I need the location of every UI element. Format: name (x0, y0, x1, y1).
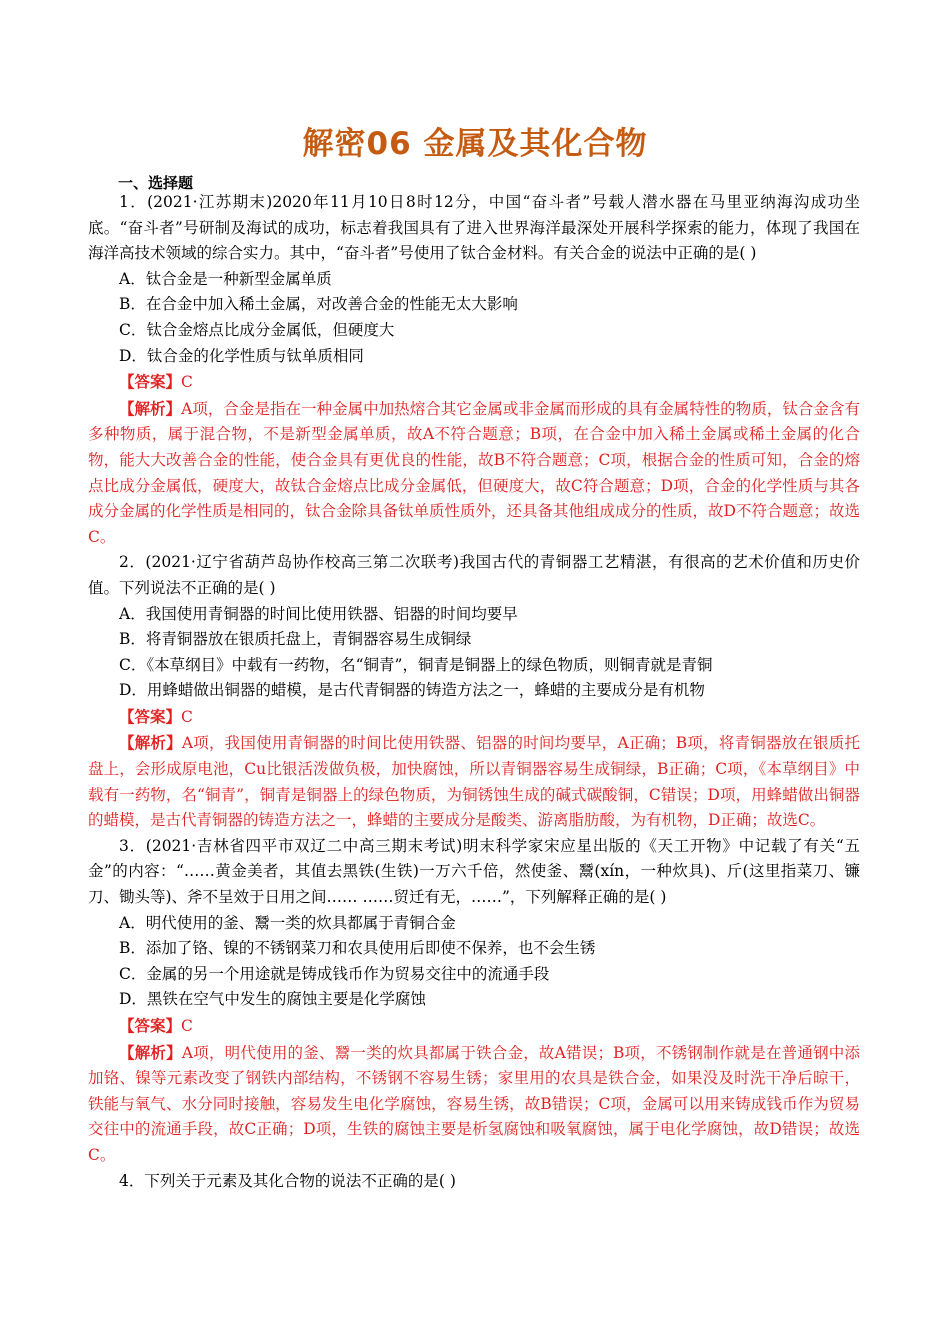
section-heading: 一、选择题 (118, 174, 194, 192)
explanation (88, 1040, 860, 1169)
option-a: A．钛合金是一种新型金属单质 (119, 269, 332, 288)
answer (88, 1013, 860, 1040)
answer (88, 704, 860, 731)
question-1 (88, 190, 860, 550)
question-4 (88, 1169, 860, 1195)
answer-value: C (181, 707, 193, 726)
explanation (88, 730, 860, 833)
answer (88, 369, 860, 396)
question-3 (88, 834, 860, 1169)
option-d: D．钛合金的化学性质与钛单质相同 (119, 346, 364, 365)
question-stem: 4．下列关于元素及其化合物的说法不正确的是( ) (119, 1171, 456, 1190)
explanation-tag: 【解析】 (119, 733, 182, 753)
option-b: B．在合金中加入稀土金属，对改善合金的性能无太大影响 (119, 295, 518, 314)
explanation (88, 396, 860, 551)
option-b: B．将青铜器放在银质托盘上，青铜器容易生成铜绿 (119, 630, 472, 649)
explanation-text: A项，我国使用青铜器的时间比使用铁器、铝器的时间均要早，A正确；B项，将青铜器放在银质托盘上，会形成原电池，Cu比银活泼做负极，加快腐蚀，所以青铜器容易生成铜绿，B正确；C项，《本草纲目》中载有一药物，名“铜青”，铜青是铜器上的绿色物质，为铜锈蚀生成的碱式碳酸铜，C错误；D项，用蜂蜡做出铜器的蜡模，是古代青铜器的铸造方法之一，蜂蜡的主要成分是酸类、游离脂肪酸，为有机物，D正确；故选C。 (88, 734, 860, 830)
option-a: A．明代使用的釜、鬵一类的炊具都属于青铜合金 (119, 913, 456, 932)
question-stem: 2．(2021·辽宁省葫芦岛协作校高三第二次联考)我国古代的青铜器工艺精湛，有很高的艺术价值和历史价值。下列说法不正确的是( ) (88, 553, 860, 597)
option-d: D．黑铁在空气中发生的腐蚀主要是化学腐蚀 (119, 990, 426, 1009)
answer-tag: 【答案】 (119, 1016, 182, 1035)
option-c: C．金属的另一个用途就是铸成钱币作为贸易交往中的流通手段 (119, 964, 550, 983)
answer-value: C (181, 373, 193, 392)
option-c: C．钛合金熔点比成分金属低，但硬度大 (119, 320, 395, 339)
option-a: A．我国使用青铜器的时间比使用铁器、铝器的时间均要早 (119, 604, 518, 623)
question-list (88, 190, 860, 1194)
option-c: C．《本草纲目》中载有一药物，名“铜青”，铜青是铜器上的绿色物质，则铜青就是青铜 (119, 655, 713, 674)
explanation-tag: 【解析】 (119, 1042, 182, 1062)
answer-tag: 【答案】 (119, 706, 182, 726)
explanation-text: A项，合金是指在一种金属中加热熔合其它金属或非金属而形成的具有金属特性的物质，钛合金含有多种物质，属于混合物，不是新型金属单质，故A不符合题意；B项，在合金中加入稀土金属或稀土金属的化合物，能大大改善合金的性能，使合金具有更优良的性能，故B不符合题意；C项，根据合金的性质可知，合金的熔点比成分金属低，硬度大，故钛合金熔点比成分金属低，但硬度大，故C符合题意；D项，合金的化学性质与其各成分金属的化学性质是相同的，钛合金除具备钛单质性质外，还具备其他组成成分的性质，故D不符合题意；故选C。 (88, 399, 860, 546)
answer-tag: 【答案】 (119, 372, 182, 392)
question-stem: 1．(2021·江苏期末)2020年11月10日8时12分，中国“奋斗者”号载人潜水器在马里亚纳海沟成功坐底。“奋斗者”号研制及海试的成功，标志着我国具有了进入世界海洋最深处开展科学探索的能力，体现了我国在海洋高技术领域的综合实力。其中，“奋斗者”号使用了钛合金材料。有关合金的说法中正确的是( ) (88, 193, 860, 263)
explanation-tag: 【解析】 (119, 398, 182, 418)
explanation-text: A项，明代使用的釜、鬵一类的炊具都属于铁合金，故A错误；B项，不锈钢制作就是在普通钢中添加铬、镍等元素改变了钢铁内部结构，不锈钢不容易生锈；家里用的农具是铁合金，如果没及时洗干净后晾干，铁能与氧气、水分同时接触，容易发生电化学腐蚀，容易生锈，故B错误；C项，金属可以用来铸成钱币作为贸易交往中的流通手段，故C正确；D项，生铁的腐蚀主要是析氢腐蚀和吸氧腐蚀，属于电化学腐蚀，故D错误；故选C。 (88, 1043, 860, 1164)
question-stem: 3．(2021·吉林省四平市双辽二中高三期末考试)明末科学家宋应星出版的《天工开物》中记载了有关“五金”的内容：“……黄金美者，其值去黑铁(生铁)一万六千倍，然使釜、鬵(xín，一种炊具)、斤(这里指菜刀、镰刀、锄头等)、斧不呈效于日用之间…… ……贸迁有无，……”，下列解释正确的是( ) (88, 836, 860, 907)
question-2 (88, 550, 860, 834)
answer-value: C (181, 1017, 193, 1035)
option-b: B．添加了铬、镍的不锈钢菜刀和农具使用后即使不保养，也不会生锈 (119, 939, 596, 958)
page-title: 解密06 金属及其化合物 (302, 126, 648, 162)
option-d: D．用蜂蜡做出铜器的蜡模，是古代青铜器的铸造方法之一，蜂蜡的主要成分是有机物 (119, 681, 705, 700)
